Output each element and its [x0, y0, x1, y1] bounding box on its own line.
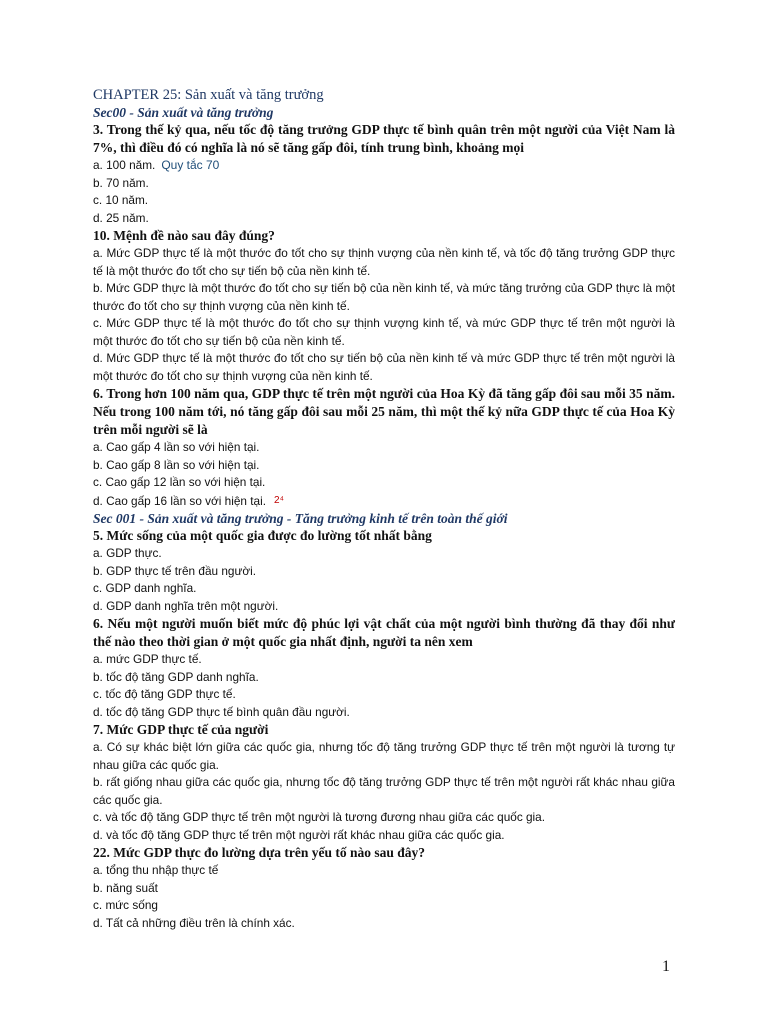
question: 22. Mức GDP thực đo lường dựa trên yếu tố nào sau đây?: [93, 845, 426, 860]
answer-option: c. Mức GDP thực tế là một thước đo tốt cho sự thịnh vượng kinh tế, và mức GDP thực tế trên một người là một thước đo tốt cho sự tiến bộ của nền kinh tế.: [93, 316, 675, 348]
question: 10. Mệnh đề nào sau đây đúng?: [93, 228, 275, 243]
answer-option: d. và tốc độ tăng GDP thực tế trên một người rất khác nhau giữa các quốc gia.: [93, 827, 505, 842]
answer-option: d. tốc độ tăng GDP thực tế bình quân đầu người.: [93, 704, 350, 719]
answer-option: a. Mức GDP thực tế là một thước đo tốt cho sự thịnh vượng của nền kinh tế, và tốc độ tăng trưởng GDP thực tế là một thước đo tốt cho sự tiến bộ của nền kinh tế.: [93, 246, 675, 278]
answer-option: b. tốc độ tăng GDP danh nghĩa.: [93, 669, 259, 684]
section-heading: Sec00 - Sản xuất và tăng trưởng: [93, 105, 274, 120]
chapter-title: CHAPTER 25: Sản xuất và tăng trưởng: [93, 87, 324, 103]
answer-option: a. 100 năm. Quy tắc 70: [93, 158, 220, 172]
answer-option: b. năng suất: [93, 880, 158, 895]
document-page: [93, 86, 675, 932]
answer-option: c. và tốc độ tăng GDP thực tế trên một người là tương đương nhau giữa các quốc gia.: [93, 810, 546, 824]
question: 6. Nếu một người muốn biết mức độ phúc lợi vật chất của một người bình thường đã thay đổi như thế nào theo thời gian ở một quốc gia nhất định, người ta nên xem: [93, 616, 675, 649]
question: 6. Trong hơn 100 năm qua, GDP thực tế trên một người của Hoa Kỳ đã tăng gấp đôi sau mỗi 35 năm. Nếu trong 100 năm tới, nó tăng gấp đôi sau mỗi 25 năm, thì một thế kỷ nữa GDP thực tế của Hoa Kỳ trên mỗi người sẽ là: [93, 386, 675, 437]
answer-option: d. Cao gấp 16 lần so với hiện tại. 2⁴: [93, 493, 284, 508]
answer-option: b. Cao gấp 8 lần so với hiện tại.: [93, 457, 260, 472]
answer-option: a. Cao gấp 4 lần so với hiện tại.: [93, 440, 260, 454]
answer-option: d. 25 năm.: [93, 210, 149, 225]
question: 7. Mức GDP thực tế của người: [93, 722, 269, 737]
answer-option: b. 70 năm.: [93, 175, 149, 190]
answer-option: a. GDP thực.: [93, 546, 162, 560]
answer-option: d. Mức GDP thực tế là một thước đo tốt cho sự tiến bộ của nền kinh tế và mức GDP thực tế trên một người là một thước đo tốt cho sự thịnh vượng của nền kinh tế.: [93, 351, 675, 383]
section-heading: Sec 001 - Sản xuất và tăng trưởng - Tăng trưởng kinh tế trên toàn thế giới: [93, 511, 508, 526]
answer-option: c. tốc độ tăng GDP thực tế.: [93, 687, 236, 701]
answer-option: b. rất giống nhau giữa các quốc gia, nhưng tốc độ tăng trưởng GDP thực tế trên một người rất khác nhau giữa các quốc gia.: [93, 775, 675, 807]
answer-option: b. Mức GDP thực là một thước đo tốt cho sự tiến bộ của nền kinh tế, và mức tăng trưởng của GDP thực là một thước đo tốt cho sự thịnh vượng của nền kinh tế.: [93, 281, 675, 313]
annotation-note: Quy tắc 70: [161, 158, 220, 172]
answer-option: c. 10 năm.: [93, 193, 149, 207]
question: 5. Mức sống của một quốc gia được đo lường tốt nhất bằng: [93, 528, 432, 543]
answer-option: c. GDP danh nghĩa.: [93, 581, 197, 595]
answer-option: a. Có sự khác biệt lớn giữa các quốc gia, nhưng tốc độ tăng trưởng GDP thực tế trên một người là tương tự nhau giữa các quốc gia.: [93, 740, 675, 772]
answer-option: a. tổng thu nhập thực tế: [93, 863, 219, 877]
question: 3. Trong thế kỷ qua, nếu tốc độ tăng trưởng GDP thực tế bình quân trên một người của Việt Nam là 7%, thì điều đó có nghĩa là nó sẽ tăng gấp đôi, tính trung bình, khoảng mọi: [93, 122, 675, 155]
annotation-note: 2⁴: [274, 494, 284, 506]
answer-option: c. Cao gấp 12 lần so với hiện tại.: [93, 475, 266, 489]
page-number: 1: [662, 958, 670, 975]
answer-option: d. GDP danh nghĩa trên một người.: [93, 598, 279, 613]
answer-option: c. mức sống: [93, 898, 158, 912]
answer-option: a. mức GDP thực tế.: [93, 652, 202, 666]
answer-option: b. GDP thực tế trên đầu người.: [93, 563, 256, 578]
answer-option: d. Tất cả những điều trên là chính xác.: [93, 915, 295, 930]
